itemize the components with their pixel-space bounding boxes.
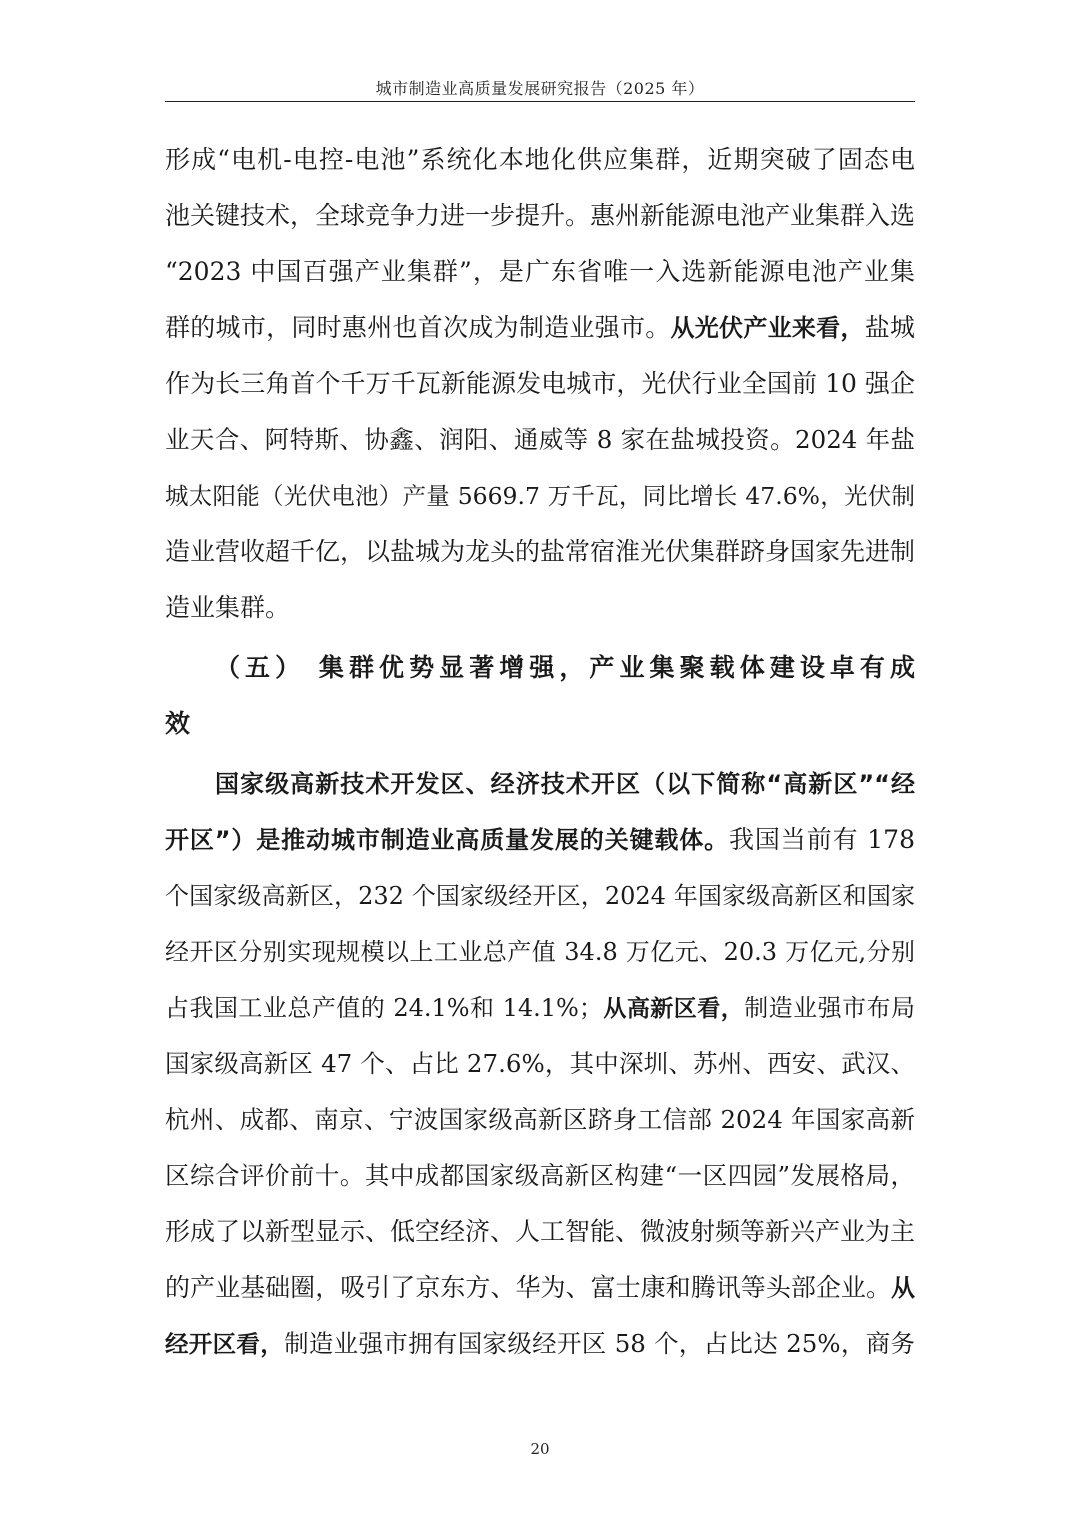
text-run: 造业营收超千亿，以盐城为龙头的盐常宿淮光伏集群跻身国家先进制 (165, 537, 915, 566)
paragraph-line (165, 1268, 915, 1308)
header-rule (165, 101, 915, 102)
text-run: “2023 中国百强产业集群”，是广东省唯一入选新能源电池产业集 (165, 257, 915, 286)
paragraph-line (165, 1156, 915, 1196)
heading-text: 效 (165, 709, 191, 738)
text-run: 制造业强市布局 (744, 994, 915, 1022)
paragraph-line (165, 140, 915, 180)
bold-lead-in: 从高新区看， (602, 996, 745, 1022)
text-run: 作为长三角首个千万千瓦新能源发电城市，光伏行业全国前 10 强企 (165, 369, 915, 398)
paragraph-line (165, 1212, 915, 1252)
paragraph-line (165, 932, 915, 972)
paragraph-line (165, 308, 915, 348)
text-run: 城太阳能（光伏电池）产量 5669.7 万千瓦，同比增长 47.6%，光伏制 (165, 482, 915, 510)
text-run: 国家级高新区 47 个、占比 27.6%，其中深圳、苏州、西安、武汉、 (165, 1049, 915, 1078)
text-run: 盐城 (864, 313, 915, 342)
paragraph-line (165, 588, 915, 628)
paragraph-line (165, 1044, 915, 1084)
text-run: 制造业强市拥有国家级经开区 58 个，占比达 25%，商务 (284, 1329, 915, 1358)
paragraph-line (215, 764, 915, 804)
text-run: 杭州、成都、南京、宁波国家级高新区跻身工信部 2024 年国家高新 (165, 1105, 915, 1134)
paragraph-line (165, 476, 915, 516)
text-run: 形成“电机-电控-电池”系统化本地化供应集群，近期突破了固态电 (165, 145, 915, 174)
text-run: 业天合、阿特斯、协鑫、润阳、通威等 8 家在盐城投资。2024 年盐 (165, 425, 915, 454)
section-heading (215, 648, 915, 688)
heading-text: （五） 集群优势显著增强，产业集聚载体建设卓有成 (215, 653, 915, 682)
text-run: 造业集群。 (165, 593, 291, 622)
bold-lead-in: 开区”）是推动城市制造业高质量发展的关键载体。 (165, 826, 730, 854)
paragraph-line (165, 196, 915, 236)
text-run: 群的城市，同时惠州也首次成为制造业强市。 (165, 313, 671, 342)
paragraph-line (165, 876, 915, 916)
paragraph-line (165, 988, 915, 1028)
text-run: 形成了以新型显示、低空经济、人工智能、微波射频等新兴产业为主 (165, 1217, 915, 1246)
text-run: 区综合评价前十。其中成都国家级高新区构建“一区四园”发展格局， (165, 1161, 915, 1190)
bold-lead-in: 经开区看， (165, 1330, 285, 1358)
bold-lead-in: 国家级高新技术开发区、经济技术开区（以下简称“高新区”“经 (215, 770, 915, 798)
paragraph-line (165, 420, 915, 460)
paragraph-line (165, 364, 915, 404)
text-run: 个国家级高新区，232 个国家级经开区，2024 年国家级高新区和国家 (165, 882, 915, 910)
text-run: 的产业基础圈，吸引了京东方、华为、富士康和腾讯等头部企业。 (165, 1273, 891, 1302)
running-header: 城市制造业高质量发展研究报告（2025 年） (375, 79, 705, 98)
text-run: 我国当前有 178 (729, 825, 915, 854)
paragraph-line (165, 252, 915, 292)
paragraph-line (165, 820, 915, 860)
page-number: 20 (530, 1440, 550, 1458)
text-run: 经开区分别实现规模以上工业总产值 34.8 万亿元、20.3 万亿元,分别 (165, 938, 915, 966)
paragraph-line (165, 1324, 915, 1364)
section-heading-continuation (165, 704, 915, 744)
text-run: 池关键技术，全球竞争力进一步提升。惠州新能源电池产业集群入选 (165, 201, 915, 230)
bold-lead-in: 从光伏产业来看， (670, 314, 865, 342)
paragraph-line (165, 532, 915, 572)
paragraph-line (165, 1100, 915, 1140)
text-run: 占我国工业总产值的 24.1%和 14.1%； (165, 994, 603, 1022)
bold-lead-in: 从 (891, 1274, 915, 1302)
